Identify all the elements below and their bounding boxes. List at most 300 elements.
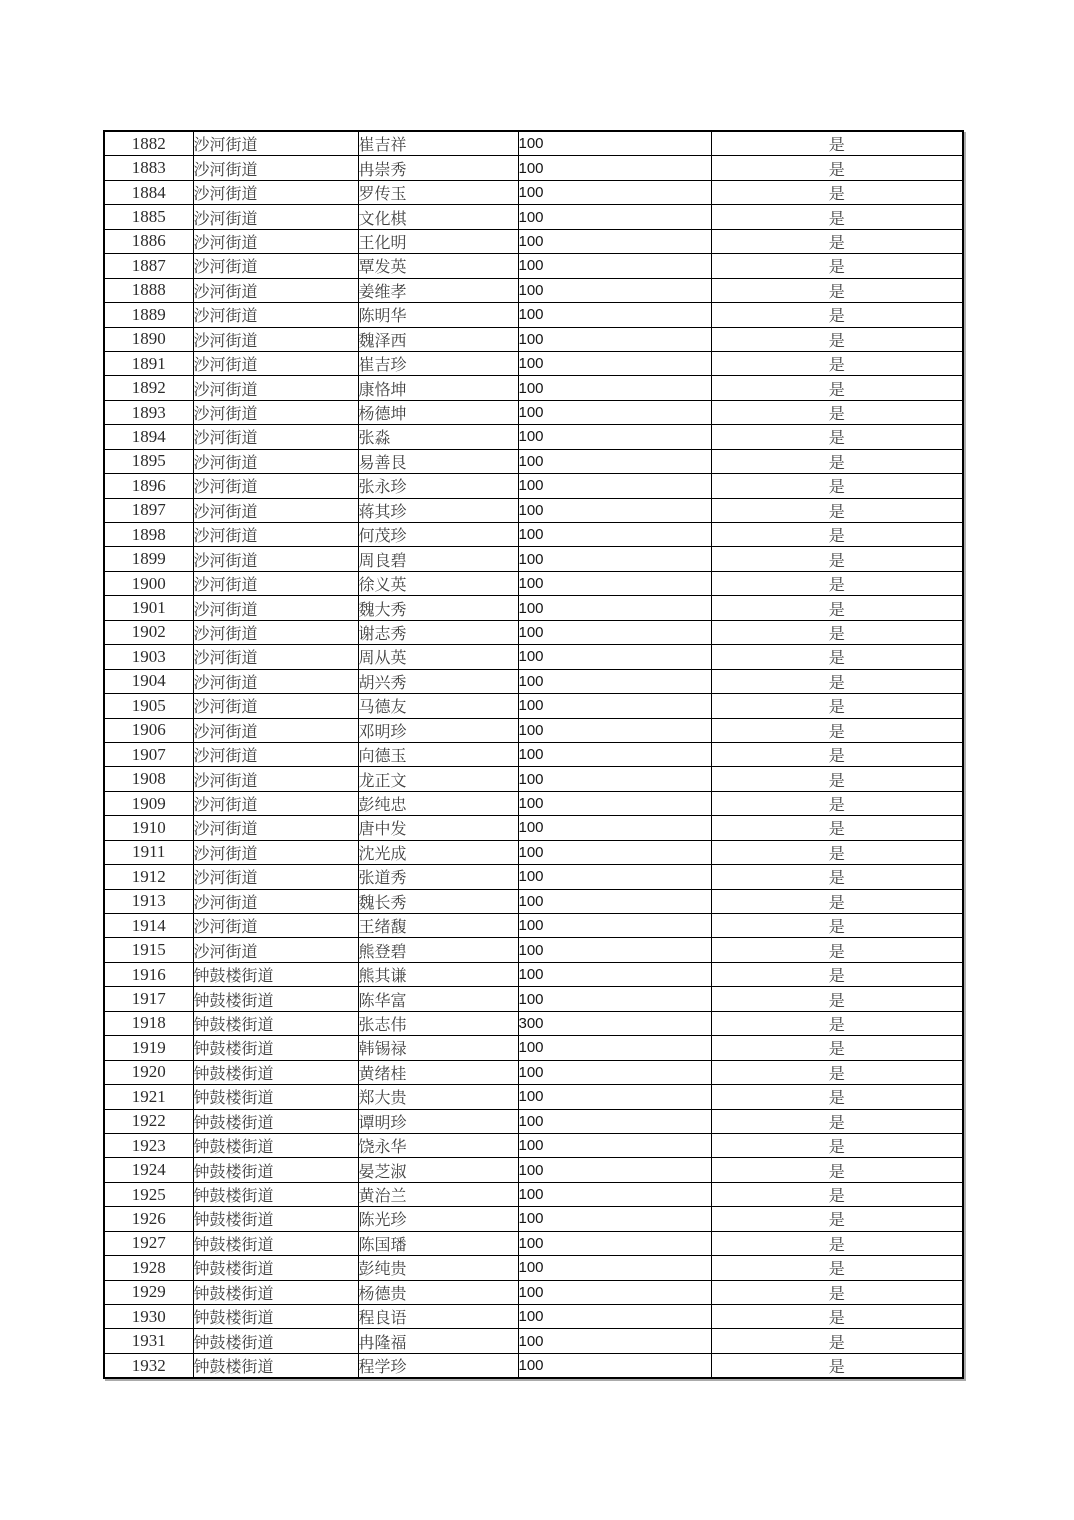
- cell-amount: 100: [518, 278, 711, 302]
- cell-serial: 1900: [104, 571, 193, 595]
- cell-serial: 1883: [104, 156, 193, 180]
- cell-person-name: 熊其谦: [358, 962, 518, 986]
- cell-serial: 1901: [104, 596, 193, 620]
- cell-street: 沙河街道: [193, 694, 358, 718]
- table-body: [104, 131, 963, 1378]
- cell-serial: 1922: [104, 1109, 193, 1133]
- cell-flag: 是: [711, 498, 963, 522]
- cell-amount: 100: [518, 547, 711, 571]
- cell-street: 沙河街道: [193, 571, 358, 595]
- cell-flag: 是: [711, 1207, 963, 1231]
- cell-street: 钟鼓楼街道: [193, 1011, 358, 1035]
- table-row: [104, 1133, 963, 1157]
- cell-flag: 是: [711, 840, 963, 864]
- cell-serial: 1888: [104, 278, 193, 302]
- cell-person-name: 向德玉: [358, 742, 518, 766]
- cell-street: 钟鼓楼街道: [193, 1231, 358, 1255]
- cell-amount: 100: [518, 254, 711, 278]
- cell-person-name: 崔吉祥: [358, 131, 518, 156]
- cell-serial: 1925: [104, 1182, 193, 1206]
- cell-amount: 100: [518, 523, 711, 547]
- cell-amount: 100: [518, 498, 711, 522]
- cell-serial: 1912: [104, 865, 193, 889]
- cell-amount: 100: [518, 1207, 711, 1231]
- cell-amount: 100: [518, 303, 711, 327]
- cell-amount: 100: [518, 1109, 711, 1133]
- cell-street: 沙河街道: [193, 474, 358, 498]
- cell-street: 沙河街道: [193, 547, 358, 571]
- cell-serial: 1884: [104, 180, 193, 204]
- cell-street: 沙河街道: [193, 620, 358, 644]
- cell-street: 沙河街道: [193, 498, 358, 522]
- cell-serial: 1891: [104, 351, 193, 375]
- cell-person-name: 郑大贵: [358, 1085, 518, 1109]
- table-row: [104, 523, 963, 547]
- roster-table: [103, 130, 964, 1379]
- cell-serial: 1899: [104, 547, 193, 571]
- cell-person-name: 陈光珍: [358, 1207, 518, 1231]
- table-row: [104, 840, 963, 864]
- cell-street: 沙河街道: [193, 254, 358, 278]
- cell-flag: 是: [711, 278, 963, 302]
- cell-street: 钟鼓楼街道: [193, 1158, 358, 1182]
- cell-serial: 1919: [104, 1036, 193, 1060]
- cell-street: 沙河街道: [193, 865, 358, 889]
- cell-person-name: 王化明: [358, 229, 518, 253]
- cell-flag: 是: [711, 571, 963, 595]
- cell-flag: 是: [711, 376, 963, 400]
- cell-person-name: 龙正文: [358, 767, 518, 791]
- cell-street: 钟鼓楼街道: [193, 1133, 358, 1157]
- cell-person-name: 冉隆福: [358, 1329, 518, 1353]
- cell-amount: 100: [518, 718, 711, 742]
- table-row: [104, 498, 963, 522]
- cell-amount: 100: [518, 962, 711, 986]
- cell-flag: 是: [711, 962, 963, 986]
- cell-amount: 100: [518, 1036, 711, 1060]
- cell-serial: 1930: [104, 1305, 193, 1329]
- cell-person-name: 张志伟: [358, 1011, 518, 1035]
- table-row: [104, 1207, 963, 1231]
- table-row: [104, 180, 963, 204]
- cell-person-name: 程学珍: [358, 1353, 518, 1378]
- cell-person-name: 周从英: [358, 645, 518, 669]
- cell-serial: 1886: [104, 229, 193, 253]
- cell-street: 沙河街道: [193, 400, 358, 424]
- cell-street: 钟鼓楼街道: [193, 1182, 358, 1206]
- cell-street: 钟鼓楼街道: [193, 1280, 358, 1304]
- cell-flag: 是: [711, 180, 963, 204]
- cell-person-name: 易善艮: [358, 449, 518, 473]
- cell-person-name: 张淼: [358, 425, 518, 449]
- cell-flag: 是: [711, 229, 963, 253]
- cell-person-name: 彭纯忠: [358, 791, 518, 815]
- cell-street: 沙河街道: [193, 327, 358, 351]
- cell-flag: 是: [711, 425, 963, 449]
- cell-amount: 100: [518, 400, 711, 424]
- cell-street: 钟鼓楼街道: [193, 962, 358, 986]
- cell-street: 钟鼓楼街道: [193, 1109, 358, 1133]
- table-row: [104, 816, 963, 840]
- table-row: [104, 376, 963, 400]
- cell-flag: 是: [711, 474, 963, 498]
- cell-person-name: 魏泽西: [358, 327, 518, 351]
- cell-flag: 是: [711, 1353, 963, 1378]
- cell-serial: 1916: [104, 962, 193, 986]
- cell-flag: 是: [711, 523, 963, 547]
- cell-serial: 1908: [104, 767, 193, 791]
- cell-amount: 100: [518, 620, 711, 644]
- cell-street: 沙河街道: [193, 816, 358, 840]
- cell-amount: 100: [518, 1085, 711, 1109]
- cell-flag: 是: [711, 596, 963, 620]
- cell-amount: 100: [518, 205, 711, 229]
- table-row: [104, 889, 963, 913]
- cell-amount: 100: [518, 1329, 711, 1353]
- table-row: [104, 571, 963, 595]
- cell-amount: 100: [518, 816, 711, 840]
- cell-flag: 是: [711, 1305, 963, 1329]
- cell-serial: 1897: [104, 498, 193, 522]
- cell-serial: 1928: [104, 1256, 193, 1280]
- cell-amount: 100: [518, 1256, 711, 1280]
- cell-amount: 100: [518, 865, 711, 889]
- cell-flag: 是: [711, 645, 963, 669]
- cell-person-name: 姜维孝: [358, 278, 518, 302]
- cell-serial: 1905: [104, 694, 193, 718]
- cell-serial: 1903: [104, 645, 193, 669]
- cell-street: 沙河街道: [193, 351, 358, 375]
- cell-amount: 100: [518, 156, 711, 180]
- cell-serial: 1895: [104, 449, 193, 473]
- table-row: [104, 205, 963, 229]
- cell-person-name: 黄治兰: [358, 1182, 518, 1206]
- cell-serial: 1913: [104, 889, 193, 913]
- cell-amount: 100: [518, 914, 711, 938]
- table-row: [104, 449, 963, 473]
- table-row: [104, 767, 963, 791]
- cell-serial: 1906: [104, 718, 193, 742]
- cell-amount: 100: [518, 889, 711, 913]
- table-row: [104, 962, 963, 986]
- cell-person-name: 崔吉珍: [358, 351, 518, 375]
- cell-flag: 是: [711, 1011, 963, 1035]
- cell-flag: 是: [711, 1085, 963, 1109]
- cell-amount: 100: [518, 1353, 711, 1378]
- cell-flag: 是: [711, 865, 963, 889]
- cell-amount: 100: [518, 742, 711, 766]
- table-row: [104, 327, 963, 351]
- table-row: [104, 742, 963, 766]
- cell-flag: 是: [711, 547, 963, 571]
- cell-person-name: 魏长秀: [358, 889, 518, 913]
- cell-serial: 1926: [104, 1207, 193, 1231]
- cell-flag: 是: [711, 449, 963, 473]
- cell-flag: 是: [711, 327, 963, 351]
- cell-flag: 是: [711, 1109, 963, 1133]
- cell-street: 沙河街道: [193, 767, 358, 791]
- cell-serial: 1920: [104, 1060, 193, 1084]
- cell-person-name: 谭明珍: [358, 1109, 518, 1133]
- cell-street: 钟鼓楼街道: [193, 1085, 358, 1109]
- cell-serial: 1927: [104, 1231, 193, 1255]
- cell-person-name: 陈华富: [358, 987, 518, 1011]
- table-row: [104, 1085, 963, 1109]
- cell-amount: 100: [518, 327, 711, 351]
- cell-flag: 是: [711, 767, 963, 791]
- cell-person-name: 程良语: [358, 1305, 518, 1329]
- cell-serial: 1896: [104, 474, 193, 498]
- cell-amount: 100: [518, 1280, 711, 1304]
- cell-person-name: 冉崇秀: [358, 156, 518, 180]
- cell-serial: 1915: [104, 938, 193, 962]
- cell-person-name: 马德友: [358, 694, 518, 718]
- table-row: [104, 1011, 963, 1035]
- cell-amount: 100: [518, 596, 711, 620]
- cell-flag: 是: [711, 620, 963, 644]
- cell-flag: 是: [711, 254, 963, 278]
- cell-person-name: 沈光成: [358, 840, 518, 864]
- cell-street: 沙河街道: [193, 156, 358, 180]
- table-row: [104, 718, 963, 742]
- cell-street: 沙河街道: [193, 278, 358, 302]
- cell-person-name: 何茂珍: [358, 523, 518, 547]
- cell-amount: 100: [518, 791, 711, 815]
- table-row: [104, 303, 963, 327]
- cell-flag: 是: [711, 351, 963, 375]
- cell-amount: 100: [518, 938, 711, 962]
- cell-amount: 100: [518, 1231, 711, 1255]
- cell-street: 沙河街道: [193, 523, 358, 547]
- cell-amount: 100: [518, 840, 711, 864]
- cell-serial: 1924: [104, 1158, 193, 1182]
- table-row: [104, 400, 963, 424]
- cell-amount: 100: [518, 131, 711, 156]
- cell-serial: 1892: [104, 376, 193, 400]
- cell-serial: 1917: [104, 987, 193, 1011]
- cell-person-name: 彭纯贵: [358, 1256, 518, 1280]
- cell-serial: 1918: [104, 1011, 193, 1035]
- cell-amount: 100: [518, 376, 711, 400]
- cell-street: 钟鼓楼街道: [193, 1207, 358, 1231]
- cell-flag: 是: [711, 742, 963, 766]
- cell-flag: 是: [711, 694, 963, 718]
- cell-street: 沙河街道: [193, 669, 358, 693]
- table-row: [104, 1353, 963, 1378]
- table-row: [104, 987, 963, 1011]
- cell-amount: 100: [518, 987, 711, 1011]
- table-row: [104, 547, 963, 571]
- cell-person-name: 韩锡禄: [358, 1036, 518, 1060]
- cell-street: 沙河街道: [193, 938, 358, 962]
- cell-person-name: 张道秀: [358, 865, 518, 889]
- cell-amount: 100: [518, 474, 711, 498]
- cell-serial: 1929: [104, 1280, 193, 1304]
- table-row: [104, 791, 963, 815]
- table-row: [104, 938, 963, 962]
- table-row: [104, 645, 963, 669]
- cell-street: 沙河街道: [193, 914, 358, 938]
- cell-street: 钟鼓楼街道: [193, 987, 358, 1011]
- table-row: [104, 1329, 963, 1353]
- cell-person-name: 邓明珍: [358, 718, 518, 742]
- table-row: [104, 1305, 963, 1329]
- cell-serial: 1890: [104, 327, 193, 351]
- table-row: [104, 1256, 963, 1280]
- cell-amount: 100: [518, 1305, 711, 1329]
- table-row: [104, 914, 963, 938]
- cell-flag: 是: [711, 1036, 963, 1060]
- cell-person-name: 杨德坤: [358, 400, 518, 424]
- table-row: [104, 865, 963, 889]
- cell-street: 沙河街道: [193, 425, 358, 449]
- cell-flag: 是: [711, 914, 963, 938]
- table-row: [104, 474, 963, 498]
- table-row: [104, 229, 963, 253]
- cell-serial: 1893: [104, 400, 193, 424]
- table-row: [104, 669, 963, 693]
- cell-flag: 是: [711, 816, 963, 840]
- cell-serial: 1882: [104, 131, 193, 156]
- cell-person-name: 周良碧: [358, 547, 518, 571]
- cell-amount: 100: [518, 180, 711, 204]
- table-row: [104, 254, 963, 278]
- cell-person-name: 晏芝淑: [358, 1158, 518, 1182]
- cell-serial: 1907: [104, 742, 193, 766]
- cell-amount: 100: [518, 1182, 711, 1206]
- cell-person-name: 陈明华: [358, 303, 518, 327]
- table-row: [104, 351, 963, 375]
- cell-person-name: 唐中发: [358, 816, 518, 840]
- cell-street: 钟鼓楼街道: [193, 1329, 358, 1353]
- cell-flag: 是: [711, 791, 963, 815]
- cell-flag: 是: [711, 669, 963, 693]
- cell-street: 钟鼓楼街道: [193, 1353, 358, 1378]
- cell-amount: 100: [518, 767, 711, 791]
- cell-street: 钟鼓楼街道: [193, 1036, 358, 1060]
- cell-flag: 是: [711, 1329, 963, 1353]
- cell-amount: 100: [518, 694, 711, 718]
- cell-street: 沙河街道: [193, 376, 358, 400]
- cell-serial: 1894: [104, 425, 193, 449]
- cell-person-name: 覃发英: [358, 254, 518, 278]
- cell-amount: 300: [518, 1011, 711, 1035]
- cell-flag: 是: [711, 1231, 963, 1255]
- cell-amount: 100: [518, 229, 711, 253]
- cell-flag: 是: [711, 889, 963, 913]
- cell-flag: 是: [711, 1060, 963, 1084]
- cell-serial: 1889: [104, 303, 193, 327]
- cell-person-name: 黄绪桂: [358, 1060, 518, 1084]
- cell-street: 沙河街道: [193, 205, 358, 229]
- table-row: [104, 1060, 963, 1084]
- cell-amount: 100: [518, 449, 711, 473]
- table-row: [104, 1158, 963, 1182]
- table-row: [104, 1231, 963, 1255]
- cell-person-name: 熊登碧: [358, 938, 518, 962]
- cell-person-name: 康恪坤: [358, 376, 518, 400]
- cell-serial: 1885: [104, 205, 193, 229]
- cell-serial: 1904: [104, 669, 193, 693]
- cell-amount: 100: [518, 669, 711, 693]
- cell-amount: 100: [518, 1133, 711, 1157]
- table-row: [104, 1109, 963, 1133]
- table-row: [104, 1036, 963, 1060]
- table-row: [104, 156, 963, 180]
- cell-person-name: 王绪馥: [358, 914, 518, 938]
- cell-person-name: 蒋其珍: [358, 498, 518, 522]
- cell-serial: 1914: [104, 914, 193, 938]
- cell-street: 沙河街道: [193, 742, 358, 766]
- cell-street: 钟鼓楼街道: [193, 1060, 358, 1084]
- cell-amount: 100: [518, 571, 711, 595]
- cell-amount: 100: [518, 1060, 711, 1084]
- cell-street: 沙河街道: [193, 718, 358, 742]
- cell-person-name: 胡兴秀: [358, 669, 518, 693]
- cell-serial: 1923: [104, 1133, 193, 1157]
- table-row: [104, 620, 963, 644]
- cell-street: 沙河街道: [193, 449, 358, 473]
- cell-serial: 1898: [104, 523, 193, 547]
- cell-person-name: 谢志秀: [358, 620, 518, 644]
- cell-street: 钟鼓楼街道: [193, 1305, 358, 1329]
- cell-street: 沙河街道: [193, 596, 358, 620]
- cell-serial: 1909: [104, 791, 193, 815]
- cell-street: 沙河街道: [193, 303, 358, 327]
- cell-person-name: 魏大秀: [358, 596, 518, 620]
- cell-flag: 是: [711, 156, 963, 180]
- cell-person-name: 饶永华: [358, 1133, 518, 1157]
- table-row: [104, 131, 963, 156]
- cell-flag: 是: [711, 1158, 963, 1182]
- table-row: [104, 596, 963, 620]
- cell-flag: 是: [711, 1280, 963, 1304]
- cell-serial: 1887: [104, 254, 193, 278]
- cell-person-name: 罗传玉: [358, 180, 518, 204]
- cell-person-name: 文化棋: [358, 205, 518, 229]
- cell-street: 沙河街道: [193, 645, 358, 669]
- cell-serial: 1910: [104, 816, 193, 840]
- cell-amount: 100: [518, 1158, 711, 1182]
- cell-amount: 100: [518, 645, 711, 669]
- table-row: [104, 425, 963, 449]
- cell-person-name: 杨德贵: [358, 1280, 518, 1304]
- cell-flag: 是: [711, 205, 963, 229]
- cell-flag: 是: [711, 987, 963, 1011]
- cell-flag: 是: [711, 131, 963, 156]
- cell-street: 沙河街道: [193, 791, 358, 815]
- cell-street: 沙河街道: [193, 229, 358, 253]
- table-row: [104, 694, 963, 718]
- table-row: [104, 1280, 963, 1304]
- cell-person-name: 陈国璠: [358, 1231, 518, 1255]
- cell-flag: 是: [711, 1182, 963, 1206]
- cell-serial: 1902: [104, 620, 193, 644]
- cell-person-name: 张永珍: [358, 474, 518, 498]
- cell-person-name: 徐义英: [358, 571, 518, 595]
- cell-serial: 1931: [104, 1329, 193, 1353]
- cell-serial: 1911: [104, 840, 193, 864]
- cell-serial: 1932: [104, 1353, 193, 1378]
- cell-flag: 是: [711, 303, 963, 327]
- cell-street: 沙河街道: [193, 889, 358, 913]
- cell-amount: 100: [518, 425, 711, 449]
- cell-street: 沙河街道: [193, 840, 358, 864]
- cell-amount: 100: [518, 351, 711, 375]
- cell-flag: 是: [711, 938, 963, 962]
- cell-flag: 是: [711, 718, 963, 742]
- cell-serial: 1921: [104, 1085, 193, 1109]
